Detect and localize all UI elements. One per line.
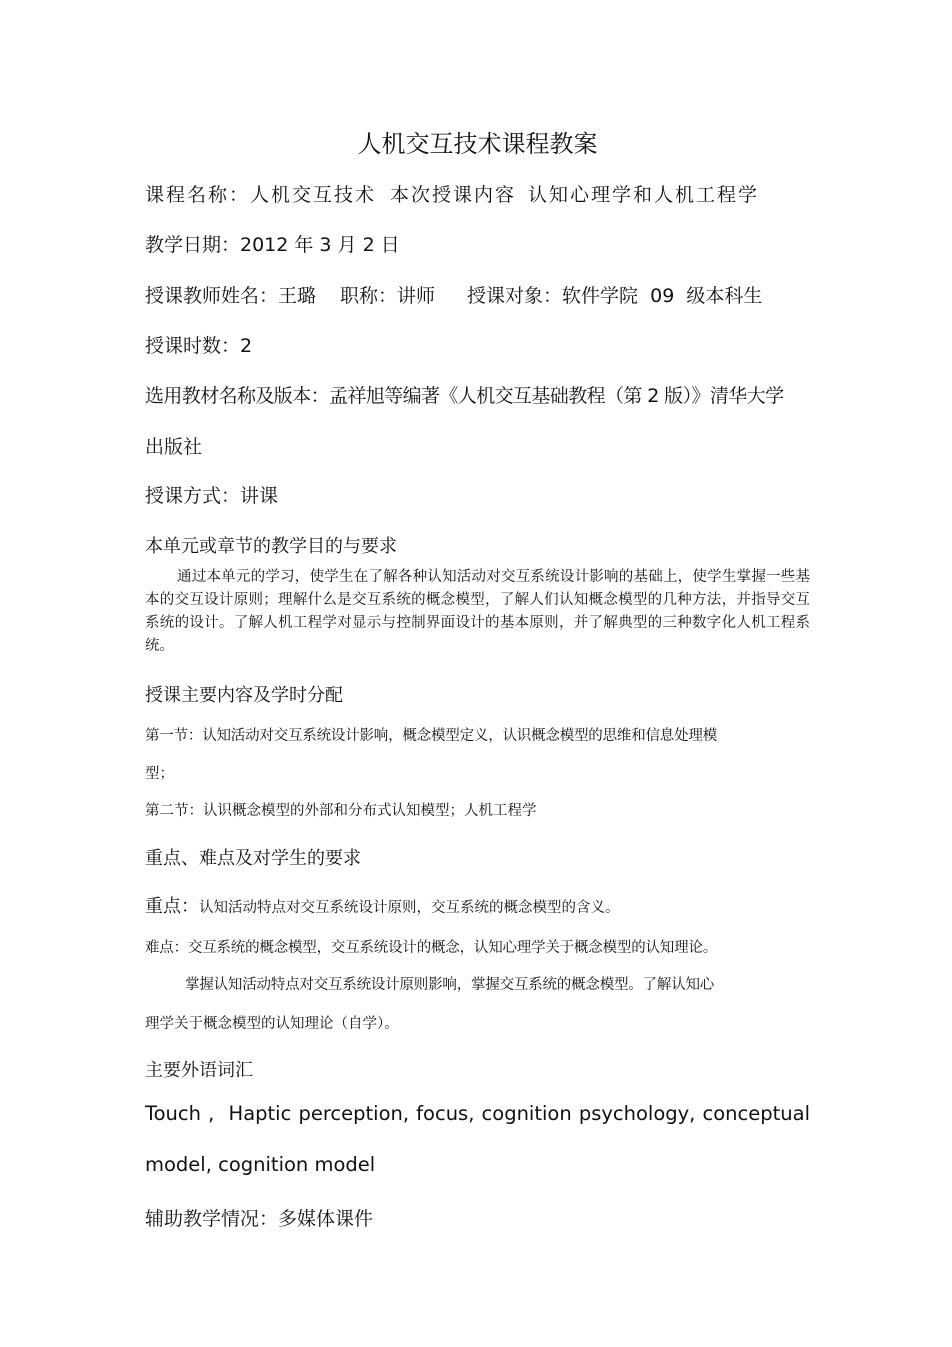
- vocab-line-1: Touch , Haptic perception, focus, cognition psychology, conceptual: [145, 1102, 810, 1125]
- teaching-hours: 授课时数：2: [145, 335, 253, 357]
- goal-paragraph: 通过本单元的学习，使学生在了解各种认知活动对交互系统设计影响的基础上，使学生掌握一些基本的交互设计原则；理解什么是交互系统的概念模型，了解人们认知概念模型的几种方法，并指导交互系统的设计。了解人机工程学对显示与控制界面设计的基本原则，并了解典型的三种数字化人机工程系统。: [145, 569, 810, 654]
- key-point-line: [145, 892, 810, 918]
- teaching-date: 教学日期：2012 年 3 月 2 日: [145, 234, 400, 256]
- key-heading: 重点、难点及对学生的要求: [145, 848, 361, 869]
- teacher-title: 职称：讲师: [340, 285, 436, 307]
- teaching-method: 授课方式：讲课: [145, 485, 279, 507]
- teacher-line: [145, 281, 810, 308]
- goal-heading: 本单元或章节的教学目的与要求: [145, 536, 397, 557]
- requirement-line-2: 理学关于概念模型的认知理论（自学）。: [145, 1016, 399, 1032]
- course-name-label: 课程名称：: [145, 184, 251, 206]
- course-name-value: 人机交互技术: [250, 184, 377, 206]
- textbook-line-2: 出版社: [145, 436, 203, 458]
- teacher-name: 授课教师姓名：王璐: [145, 285, 317, 307]
- teaching-aids: 辅助教学情况：多媒体课件: [145, 1208, 374, 1230]
- difficulty-line: 难点：交互系统的概念模型，交互系统设计的概念，认知心理学关于概念模型的认知理论。: [145, 940, 717, 956]
- key-point-text: 认知活动特点对交互系统设计原则，交互系统的概念模型的含义。: [199, 900, 620, 916]
- textbook-line-1: 选用教材名称及版本：孟祥旭等编著《人机交互基础教程（第 2 版）》清华大学: [145, 385, 784, 407]
- teaching-target: 授课对象：软件学院 09 级本科生: [467, 285, 763, 307]
- content-heading: 授课主要内容及学时分配: [145, 685, 343, 706]
- course-line: [145, 180, 810, 207]
- document-title: 人机交互技术课程教案: [357, 130, 598, 158]
- course-content-value: 认知心理学和人机工程学: [528, 184, 760, 206]
- section-2-line: 第二节：认识概念模型的外部和分布式认知模型；人机工程学: [145, 803, 537, 819]
- vocab-line-2: model, cognition model: [145, 1153, 376, 1176]
- section-1-line-2: 型；: [145, 766, 174, 782]
- section-1-line-1: 第一节：认知活动对交互系统设计影响，概念模型定义，认识概念模型的思维和信息处理模: [145, 728, 717, 744]
- course-content-label: 本次授课内容: [390, 184, 517, 206]
- requirement-line-1: 掌握认知活动特点对交互系统设计原则影响，掌握交互系统的概念模型。了解认知心: [185, 977, 715, 993]
- vocab-heading: 主要外语词汇: [145, 1060, 253, 1081]
- key-point-label: 重点：: [145, 896, 199, 917]
